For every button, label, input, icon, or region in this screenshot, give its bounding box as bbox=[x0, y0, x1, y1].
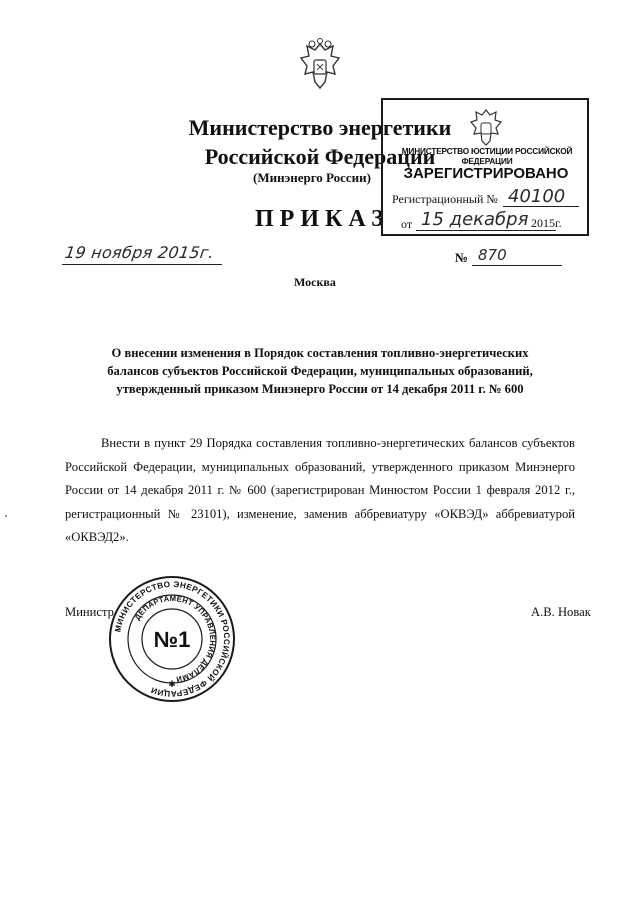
coat-of-arms-icon bbox=[297, 38, 343, 92]
stamp-reg-underline bbox=[503, 206, 579, 207]
number-underline bbox=[472, 265, 562, 266]
stamp-date-underline bbox=[416, 230, 556, 231]
stamp-reg-label: Регистрационный № bbox=[392, 192, 498, 206]
ministry-line-2: Российской Федерации bbox=[204, 144, 436, 169]
round-seal bbox=[108, 575, 236, 703]
order-date: 19 ноября 2015г. bbox=[63, 243, 216, 262]
date-underline bbox=[62, 264, 222, 265]
seal-outer-text: МИНИСТЕРСТВО ЭНЕРГЕТИКИ РОССИЙСКОЙ ФЕДЕРАЦИИ bbox=[113, 579, 232, 699]
stamp-date-prefix: от bbox=[401, 217, 413, 231]
order-body: Внести в пункт 29 Порядка составления топливно-энергетических балансов субъектов Российской Федерации, муниципальных образований, утвержденного приказом Минэнерго России от 14 декабря 2011 г. № 600 (зарегистрирован Минюстом России 1 февраля 2012 г., регистрационный № 23101), изменение, заменив аббревиатуру «ОКВЭД» аббревиатурой «ОКВЭД2». bbox=[65, 436, 575, 544]
ministry-line-1: Министерство энергетики bbox=[188, 115, 452, 140]
seal-star-icon: ✱ bbox=[168, 679, 176, 689]
city: Москва bbox=[294, 275, 336, 289]
order-number-label: № bbox=[455, 250, 469, 265]
ministry-short-name: (Минэнерго России) bbox=[253, 170, 371, 185]
signatory-title: Министр bbox=[65, 605, 114, 619]
stamp-organization: МИНИСТЕРСТВО ЮСТИЦИИ РОССИЙСКОЙ ФЕДЕРАЦИИ bbox=[401, 146, 573, 166]
order-number: 870 bbox=[478, 246, 507, 264]
stamp-date: 15 декабря bbox=[421, 209, 529, 230]
seal-center-text: №1 bbox=[153, 627, 191, 652]
stamp-reg-number: 40100 bbox=[508, 186, 566, 207]
scan-speck bbox=[5, 515, 7, 517]
document-type: ПРИКАЗ bbox=[255, 206, 390, 232]
stamp-status: ЗАРЕГИСТРИРОВАНО bbox=[403, 165, 569, 182]
stamp-year: 2015г. bbox=[531, 216, 562, 230]
title-line-1: О внесении изменения в Порядок составления топливно-энергетических bbox=[111, 346, 529, 360]
signatory-name: А.В. Новак bbox=[531, 605, 591, 619]
stamp-emblem-icon bbox=[468, 106, 504, 148]
order-title bbox=[80, 344, 560, 398]
title-line-2: балансов субъектов Российской Федерации, муниципальных образований, bbox=[107, 364, 533, 378]
seal-inner-text: ДЕПАРТАМЕНТ УПРАВЛЕНИЯ ДЕЛАМИ bbox=[132, 593, 218, 684]
title-line-3: утвержденный приказом Минэнерго России от 14 декабря 2011 г. № 600 bbox=[116, 382, 524, 396]
